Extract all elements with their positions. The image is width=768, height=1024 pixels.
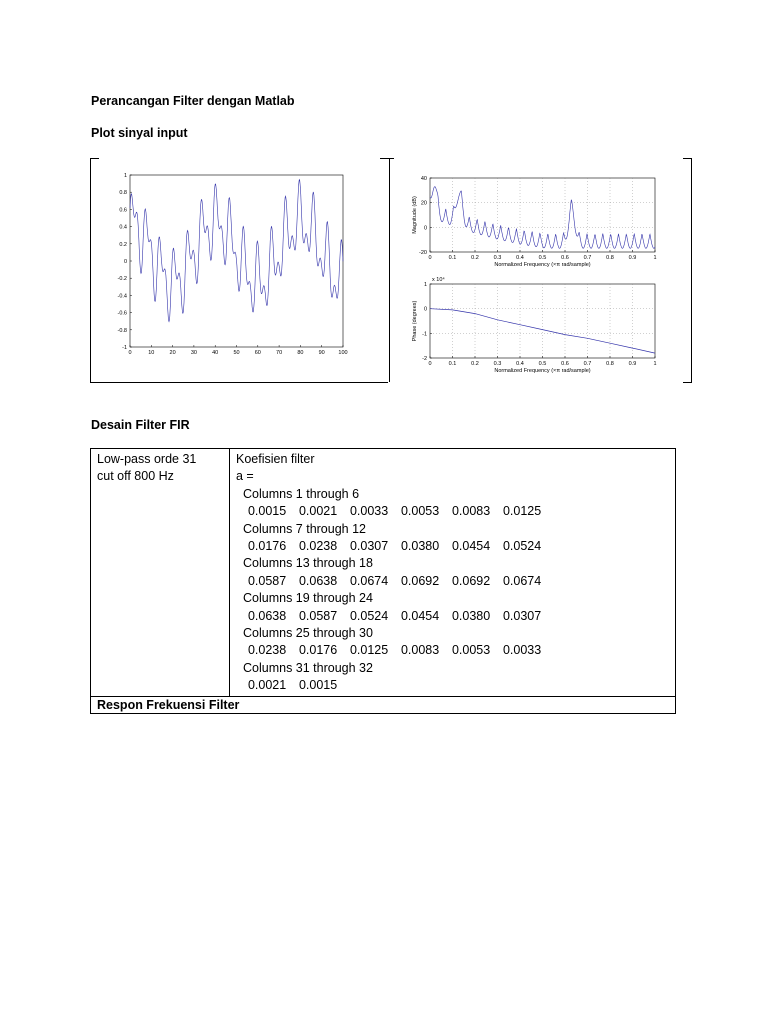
coef-var: a = [236,469,254,484]
y-tick-label: -1 [422,331,427,338]
y-tick-label: 0.6 [119,207,127,214]
coef-value: 0.0638 [241,608,287,623]
y-tick-label: 0.8 [119,190,127,197]
coef-values-row [236,608,669,625]
coef-value: 0.0033 [343,504,389,519]
coef-group-label: Columns 19 through 24 [243,591,373,606]
coef-value: 0.0380 [445,608,491,623]
x-tick-label: 0.4 [516,361,524,367]
coef-value: 0.0021 [241,678,287,693]
coef-value: 0.0454 [445,538,491,553]
x-tick-label: 10 [148,350,155,356]
coef-value: 0.0125 [343,643,389,658]
coef-value: 0.0015 [241,504,287,519]
filter-order: Low-pass orde 31 [97,452,197,466]
coef-title: Koefisien filter [236,452,315,466]
coef-group-label: Columns 7 through 12 [243,521,366,536]
coef-value: 0.0238 [241,643,287,658]
y-tick-label: -0.6 [117,310,127,317]
response-label: Respon Frekuensi Filter [91,697,676,714]
y-tick-label: 1 [123,173,127,179]
filter-spec-cell [91,449,230,697]
response-figure-bracket [683,158,692,383]
coef-value: 0.0587 [292,608,338,623]
x-tick-label: 0.8 [606,361,614,367]
x-axis-label: Normalized Frequency (×π rad/sample) [494,368,591,374]
y-tick-label: 1 [423,282,427,288]
y-tick-label: 0.2 [119,241,127,248]
x-tick-label: 1 [653,255,657,261]
coef-values-row [236,538,669,555]
coef-value: 0.0524 [343,608,389,623]
coef-values-row [236,503,669,520]
coef-value: 0.0125 [496,504,542,519]
input-signal-chart [100,165,360,365]
coef-values-row [236,642,669,659]
x-tick-label: 20 [169,350,176,356]
filter-cutoff: cut off 800 Hz [97,469,174,484]
x-tick-label: 0 [428,361,432,367]
coef-value: 0.0454 [394,608,440,623]
x-tick-label: 0.3 [493,255,502,261]
x-tick-label: 0.7 [583,361,592,367]
coefficient-cell [230,449,676,697]
coef-value: 0.0692 [445,573,491,588]
x-tick-label: 0.2 [471,361,479,367]
x-tick-label: 100 [338,350,348,356]
coef-value: 0.0380 [394,538,440,553]
x-tick-label: 70 [276,350,283,356]
x-tick-label: 0.4 [516,255,524,261]
coef-group-label: Columns 13 through 18 [243,556,373,571]
coef-value: 0.0033 [496,643,542,658]
coef-value: 0.0674 [496,573,542,588]
coef-value: 0.0176 [241,538,287,553]
x-tick-label: 0.1 [448,361,457,367]
x-tick-label: 0.2 [471,255,479,261]
x-tick-label: 30 [190,350,197,356]
x-tick-label: 0.3 [493,361,502,367]
x-tick-label: 0 [128,350,132,356]
coef-group-label: Columns 31 through 32 [243,660,373,675]
coef-value: 0.0083 [445,504,491,519]
coef-value: 0.0053 [394,504,440,519]
x-tick-label: 0.9 [628,255,637,261]
section-heading-fir: Desain Filter FIR [91,418,190,432]
x-tick-label: 0.9 [628,361,637,367]
page-title: Perancangan Filter dengan Matlab [91,94,295,108]
coef-value: 0.0015 [292,678,338,693]
y-tick-label: 40 [420,176,427,182]
y-tick-label: 0 [423,225,427,232]
coef-group-label: Columns 25 through 30 [243,625,373,640]
coef-groups [236,486,669,695]
y-tick-label: -2 [422,356,427,362]
y-tick-label: 20 [420,200,427,207]
coef-value: 0.0307 [343,538,389,553]
coef-values-row [236,573,669,590]
x-tick-label: 0.5 [538,255,547,261]
magnitude-chart [398,170,668,275]
y-tick-label: 0.4 [119,224,127,231]
fir-design-table [90,448,676,714]
coef-value: 0.0053 [445,643,491,658]
phase-chart [398,272,668,382]
x-tick-label: 80 [297,350,304,356]
x-tick-label: 0.5 [538,361,547,367]
y-axis-label: Magnitude (dB) [412,196,418,234]
x-tick-label: 0 [428,255,432,261]
y-tick-label: -1 [122,345,127,351]
x-tick-label: 0.8 [606,255,614,261]
x-tick-label: 0.6 [561,361,569,367]
x-tick-label: 90 [318,350,325,356]
coef-value: 0.0238 [292,538,338,553]
y-tick-label: 0 [123,259,127,265]
coef-value: 0.0083 [394,643,440,658]
coef-value: 0.0674 [343,573,389,588]
coef-value: 0.0692 [394,573,440,588]
x-tick-label: 50 [233,350,240,356]
x-tick-label: 1 [653,361,657,367]
x-tick-label: 60 [254,350,261,356]
y-tick-label: 0 [423,306,427,313]
x-axis-label: Normalized Frequency (×π rad/sample) [494,262,591,268]
exponent-label: x 10⁴ [432,277,445,283]
coef-value: 0.0021 [292,504,338,519]
y-tick-label: -0.4 [117,293,127,300]
coef-value: 0.0638 [292,573,338,588]
y-axis-label: Phase (degrees) [412,300,418,342]
x-tick-label: 0.7 [583,255,592,261]
coef-group-label: Columns 1 through 6 [243,486,360,501]
x-tick-label: 0.1 [448,255,457,261]
x-tick-label: 40 [212,350,219,356]
x-tick-label: 0.6 [561,255,569,261]
coef-value: 0.0176 [292,643,338,658]
y-tick-label: -0.2 [117,276,127,283]
coef-value: 0.0524 [496,538,542,553]
coef-value: 0.0307 [496,608,542,623]
y-tick-label: -20 [419,250,427,256]
coef-values-row [236,677,669,694]
section-heading-input: Plot sinyal input [91,126,188,140]
coef-value: 0.0587 [241,573,287,588]
y-tick-label: -0.8 [117,327,127,334]
